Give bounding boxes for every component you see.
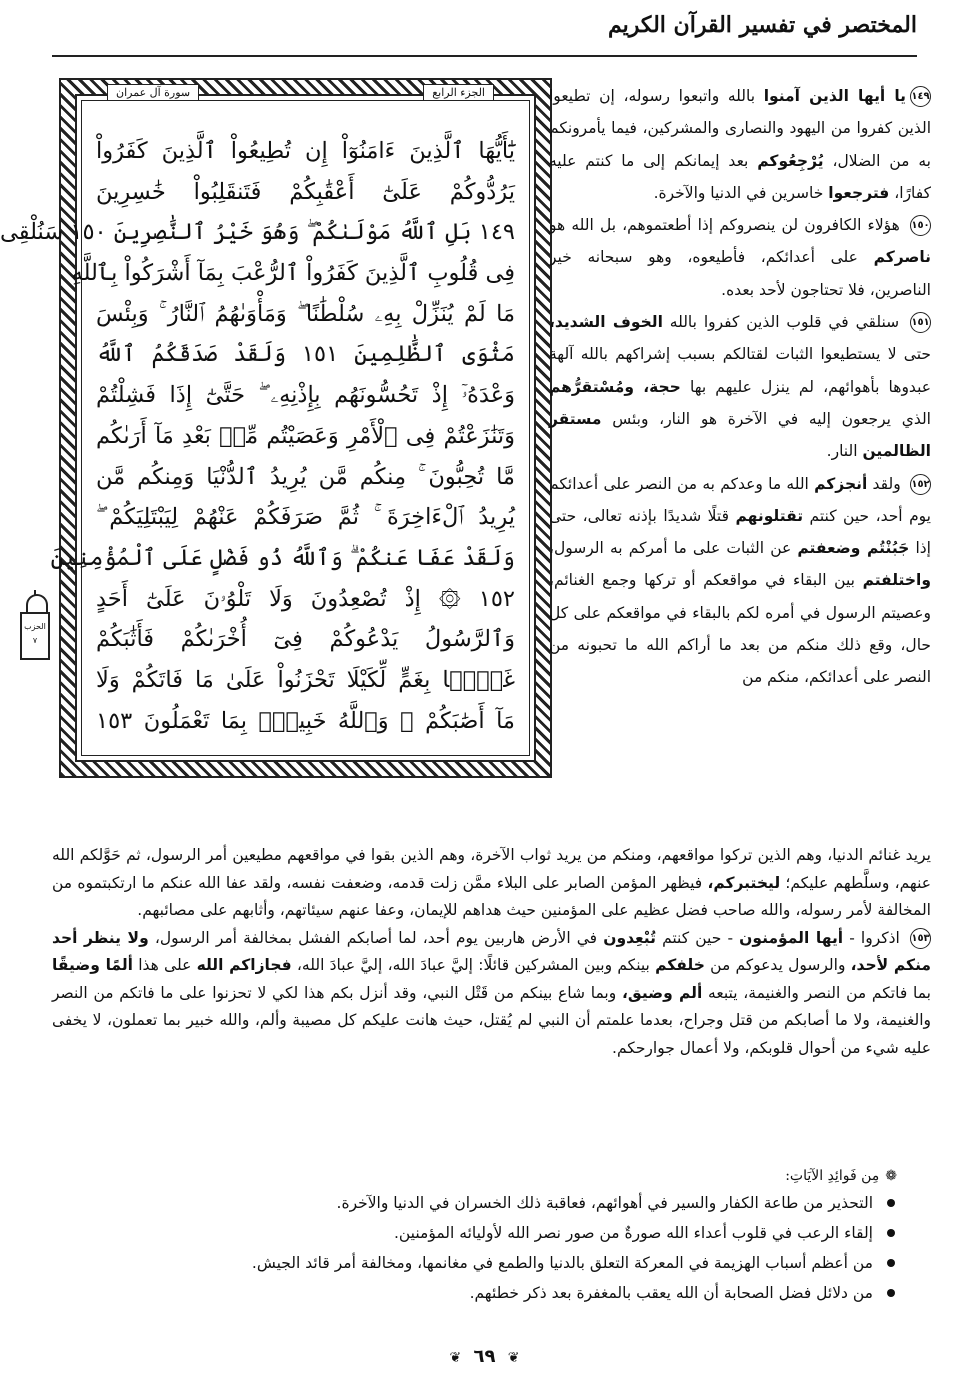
bullet-icon xyxy=(887,1259,895,1267)
list-item: من دلائل فضل الصحابة أن الله يعقب بالمغفرة بعد ذكر خطئهم. xyxy=(52,1278,897,1308)
quran-line: يُرِيدُ ٱلْءَاخِرَةَ ۚ ثُمَّ صَرَفَكُمْ عَنْهُمْ لِيَبْتَلِيَكُمْ ۖ xyxy=(96,504,515,531)
list-item: إلقاء الرعب في قلوب أعداء الله صورةٌ من صور نصر الله لأوليائه المؤمنين. xyxy=(52,1218,897,1248)
quran-line: وَعْدَهُۥٓ إِذْ تَحُسُّونَهُم بِإِذْنِهِۦ ۖ حَتَّىٰٓ إِذَا فَشِلْتُمْ xyxy=(96,382,515,409)
verse-number-icon: ١٥٠ xyxy=(910,215,931,236)
quran-line: مَا لَمْ يُنَزِّلْ بِهِۦ سُلْطَٰنًا ۖ وَمَأْوَىٰهُمُ ٱلنَّارُ ۚ وَبِئْسَ xyxy=(96,300,515,327)
quran-line: ١٥٢ ۞ إِذْ تُصْعِدُونَ وَلَا تَلْوُۥنَ عَلَىٰٓ أَحَدٍ xyxy=(96,585,515,612)
tafsir-verse-153: ١٥٣ اذكروا - أيها المؤمنون - حين كنتم تُبْعِدون في الأرض هاربين يوم أحد، لما أصابكم الفشل بمخالفة أمر الرسول، ولا ينظر أحد منكم لأحد، والرسول يدعوكم من خلفكم بينكم وبين المشركين قائلًا: إليَّ عبادَ الله، إليَّ عبادَ الله، فجازاكم الله على هذا ألمًا وضيقًا بما فاتكم من النصر والغنيمة، يتبعه ألم وضيق، وبما شاع بينكم من قَتْل النبي، وقد أنزل بكم هذا لكي لا تحزنوا على ما فاتكم من النصر والغنيمة، ولا ما أصابكم من قتل وجراح، بعدما علمتم أن النبي لم يُقتل، حيث هانت عليكم كل مصيبة وألم، والله خبير بما تعملون، لا يخفى عليه شيء من أحوال قلوبكم، ولا أعمال جوارحكم. xyxy=(52,928,931,1057)
page-number: ٦٩ xyxy=(473,1346,496,1367)
hizb-label: الحزب xyxy=(24,622,46,631)
verse-number-icon: ١٥١ xyxy=(910,312,931,333)
page-header xyxy=(12,0,957,62)
verse-number-icon: ١٥٢ xyxy=(910,474,931,495)
bullet-icon xyxy=(887,1199,895,1207)
benefits-section xyxy=(52,1168,897,1308)
tafsir-column xyxy=(549,80,931,694)
quran-line: وَٱلرَّسُولُ يَدْعُوكُمْ فِىٓ أُخْرَىٰكُمْ فَأَثَٰبَكُمْ xyxy=(96,626,515,653)
hizb-number: ٧ xyxy=(32,636,38,645)
quran-line: يَٰٓأَيُّهَا ٱلَّذِينَ ءَامَنُوٓاْ إِن تُطِيعُواْ ٱلَّذِينَ كَفَرُواْ xyxy=(96,138,515,164)
tafsir-full-width xyxy=(52,842,931,1062)
flower-icon: ❁ xyxy=(885,1168,897,1184)
quran-line: يَرُدُّوكُمْ عَلَىٰٓ أَعْقَٰبِكُمْ فَتَنقَلِبُواْ خَٰسِرِينَ xyxy=(96,178,515,205)
list-item: من أعظم أسباب الهزيمة في المعركة التعلق بالدنيا والطمع في مغانمها، ومخالفة أمر قائد الجيش. xyxy=(52,1248,897,1278)
ornament-icon: ❦ xyxy=(449,1350,462,1366)
surah-label: سورة آل عمران xyxy=(107,84,199,101)
hizb-marker-icon xyxy=(16,590,54,664)
verse-number-icon: ١٤٩ xyxy=(910,86,931,107)
quran-line: مَثْوَى ٱلظَّٰلِمِينَ ١٥١ وَلَقَدْ صَدَقَكُمُ ٱللَّهُ xyxy=(96,341,515,368)
verse-number-icon: ١٥٣ xyxy=(910,928,931,949)
tafsir-verse-149: ١٤٩يا أيها الذين آمنوا بالله واتبعوا رسوله، إن تطيعوا الذين كفروا من اليهود والنصارى والمشركين، فيما يأمرونكم به من الضلال، يُرْجِعُوكم بعد إيمانكم إلى ما كنتم عليه كفارًا، فترجعوا خاسرين في الدنيا والآخرة. xyxy=(549,87,932,202)
book-title: المختصر في تفسير القرآن الكريم xyxy=(608,12,917,38)
quran-line: وَلَقَدْ عَفَا عَنكُمْ ۗ وَٱللَّهُ ذُو فَضْلٍ عَلَى ٱلْمُؤْمِنِينَ xyxy=(50,544,515,571)
quran-line: وَتَنَٰزَعْتُمْ فِى ٱلْأَمْرِ وَعَصَيْتُم مِّنۢ بَعْدِ مَآ أَرَىٰكُم xyxy=(96,422,515,449)
tafsir-verse-152-start: ١٥٢ ولقد أنجزكم الله ما وعدكم به من النصر على أعدائكم يوم أحد، حين كنتم تقتلونهم قتلًا شديدًا بإذنه تعالى، حتى إذا جَبُنْتُم وضعفتم عن الثبات على ما أمركم به الرسول، واختلفتم بين البقاء في مواقعكم أو تركها وجمع الغنائم، وعصيتم الرسول في أمره لكم بالبقاء في مواقعكم على كل حال، وقع ذلك منكم من بعد ما أراكم الله ما تحبونه من النصر على أعدائكم، منكم من xyxy=(549,474,931,687)
quran-line: فِى قُلُوبِ ٱلَّذِينَ كَفَرُواْ ٱلرُّعْبَ بِمَآ أَشْرَكُواْ بِٱللَّهِ xyxy=(71,260,515,287)
benefits-title: مِن فَوائِدِ الآيَاتِ: xyxy=(785,1168,880,1184)
list-item: التحذير من طاعة الكفار والسير في أهوائهم، فعاقبة ذلك الخسران في الدنيا والآخرة. xyxy=(52,1188,897,1218)
quran-line: ١٤٩ بَلِ ٱللَّهُ مَوْلَىٰكُمْ ۖ وَهُوَ خَيْرُ ٱلنَّٰصِرِينَ ١٥٠ سَنُلْقِى xyxy=(0,219,515,246)
tafsir-verse-151: ١٥١ سنلقي في قلوب الذين كفروا بالله الخوف الشديد، حتى لا يستطيعوا الثبات لقتالكم بسبب إشراكهم بالله آلهة عبدوها بأهوائهم، لم ينزل عليهم بها حجة، ومُسْتقرُّهم الذي يرجعون إليه في الآخرة هو النار، وبئس مستقر الظالمين النار. xyxy=(549,313,931,461)
quran-line: مَّا تُحِبُّونَ ۚ مِنكُم مَّن يُرِيدُ ٱلدُّنْيَا وَمِنكُم مَّن xyxy=(96,463,515,490)
quran-line: غَمًّۢا بِغَمٍّ لِّكَيْلَا تَحْزَنُواْ عَلَىٰ مَا فَاتَكُمْ وَلَا xyxy=(96,666,515,693)
tafsir-verse-152-end: يريد غنائم الدنيا، وهم الذين تركوا مواقعهم، ومنكم من يريد ثواب الآخرة، وهم الذين بقوا في مواقعهم مطيعين أمر الرسول، ثم حَوَّلكم الله عنهم، وسلَّطهم عليكم؛ ليختبركم، فيظهر المؤمن الصابر على البلاء ممَّن زلت قدمه، وضعفت نفسه، ولقد عفا الله عنكم ما ارتكبتموه من المخالفة لأمر رسوله، والله صاحب فضل عظيم على المؤمنين حيث هداهم للإيمان، وعفا عنهم سيئاتهم، وأثابهم على مصائبهم. xyxy=(52,846,932,919)
quran-line: مَآ أَصَٰبَكُمْ ۗ وَٱللَّهُ خَبِيرٌۢ بِمَا تَعْمَلُونَ ١٥٣ xyxy=(96,707,515,734)
bullet-icon xyxy=(887,1289,895,1297)
header-divider xyxy=(52,55,917,57)
page-footer xyxy=(12,1346,957,1367)
benefits-list xyxy=(52,1188,897,1308)
tafsir-verse-150: ١٥٠ هؤلاء الكافرون لن ينصروكم إذا أطعتموهم، بل الله هو ناصركم على أعدائكم، فأطيعوه، وهو سبحانه خير الناصرين، فلا تحتاجون لأحد بعده. xyxy=(549,216,931,299)
juz-label: الجزء الرابع xyxy=(423,84,494,101)
ornament-icon: ❦ xyxy=(507,1350,520,1366)
benefits-heading xyxy=(52,1168,897,1184)
bullet-icon xyxy=(887,1229,895,1237)
